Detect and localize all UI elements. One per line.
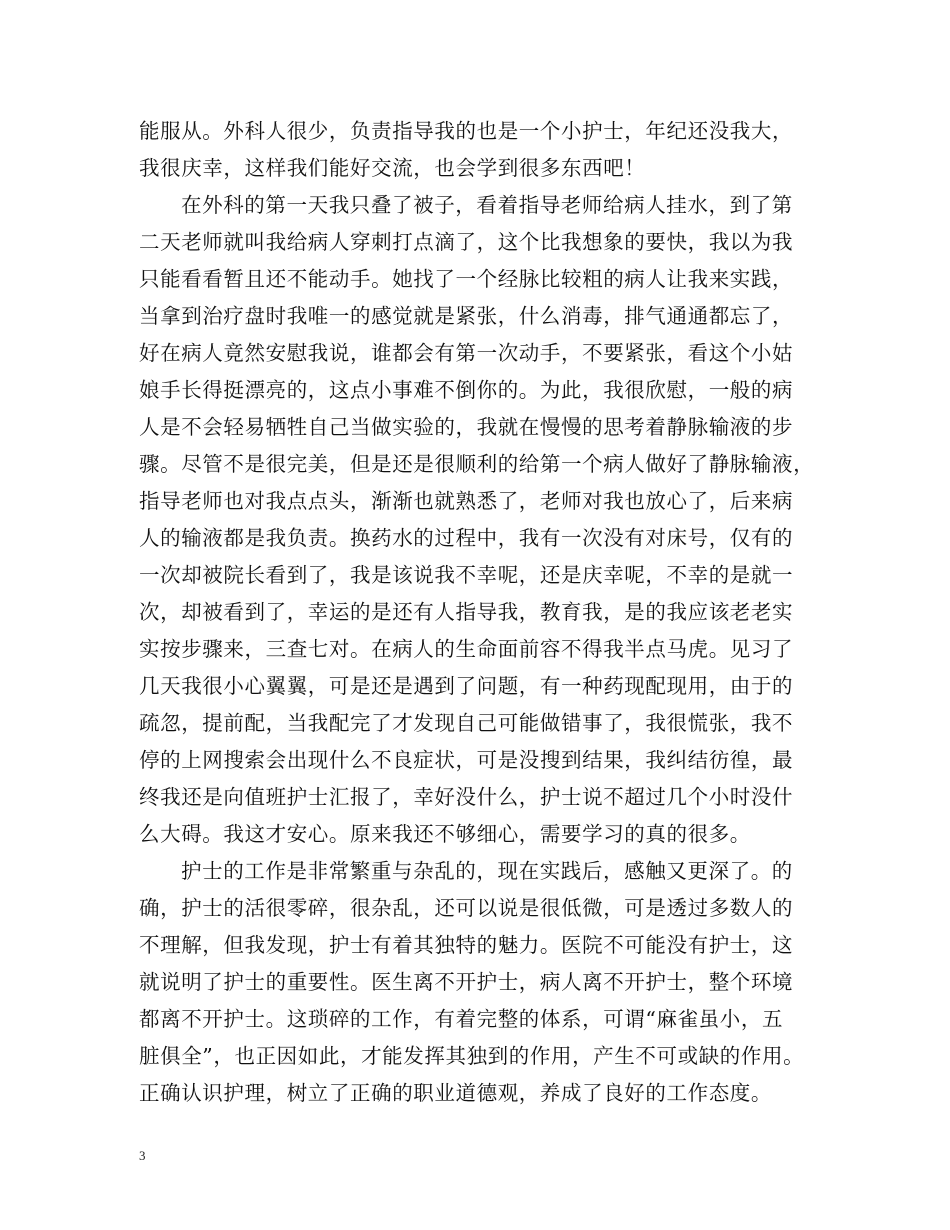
text-line: 二天老师就叫我给病人穿刺打点滴了，这个比我想象的要快，我以为我	[139, 230, 794, 254]
text-line: 能服从。外科人很少，负责指导我的也是一个小护士，年纪还没我大，	[139, 119, 794, 143]
text-line: 一次却被院长看到了，我是该说我不幸呢，还是庆幸呢，不幸的是就一	[139, 563, 794, 587]
text-line: 不理解，但我发现，护士有着其独特的魅力。医院不可能没有护士，这	[139, 933, 794, 957]
text-line: 骤。尽管不是很完美，但是还是很顺利的给第一个病人做好了静脉输液，	[139, 452, 815, 476]
text-line: 终我还是向值班护士汇报了，幸好没什么，护士说不超过几个小时没什	[139, 785, 794, 809]
page-number: 3	[139, 1148, 146, 1163]
text-line: 人的输液都是我负责。换药水的过程中，我有一次没有对床号，仅有的	[139, 526, 794, 550]
text-line: 疏忽，提前配，当我配完了才发现自己可能做错事了，我很慌张，我不	[139, 711, 794, 735]
text-line: 只能看看暂且还不能动手。她找了一个经脉比较粗的病人让我来实践，	[139, 267, 794, 291]
text-line: 么大碍。我这才安心。原来我还不够细心，需要学习的真的很多。	[139, 822, 751, 846]
text-line: 正确认识护理，树立了正确的职业道德观，养成了良好的工作态度。	[139, 1081, 772, 1105]
text-line: 娘手长得挺漂亮的，这点小事难不倒你的。为此，我很欣慰，一般的病	[139, 378, 794, 402]
text-line: 停的上网搜索会出现什么不良症状，可是没搜到结果，我纠结彷徨，最	[139, 748, 794, 772]
text-line: 人是不会轻易牺牲自己当做实验的，我就在慢慢的思考着静脉输液的步	[139, 415, 794, 439]
text-line: 好在病人竟然安慰我说，谁都会有第一次动手，不要紧张，看这个小姑	[139, 341, 794, 365]
text-line: 我很庆幸，这样我们能好交流，也会学到很多东西吧！	[139, 156, 646, 180]
text-line: 指导老师也对我点点头，渐渐也就熟悉了，老师对我也放心了，后来病	[139, 489, 794, 513]
body-text	[139, 113, 839, 1112]
text-line: 都离不开护士。这琐碎的工作，有着完整的体系，可谓“麻雀虽小，五	[139, 1007, 784, 1031]
text-line: 几天我很小心翼翼，可是还是遇到了问题，有一种药现配现用，由于的	[139, 674, 794, 698]
paragraph-start-line: 在外科的第一天我只叠了被子，看着指导老师给病人挂水，到了第	[181, 193, 793, 217]
text-line: 次，却被看到了，幸运的是还有人指导我，教育我，是的我应该老老实	[139, 600, 794, 624]
paragraph-start-line: 护士的工作是非常繁重与杂乱的，现在实践后，感触又更深了。的	[181, 859, 793, 883]
text-line: 当拿到治疗盘时我唯一的感觉就是紧张，什么消毒，排气通通都忘了，	[139, 304, 794, 328]
text-line: 确，护士的活很零碎，很杂乱，还可以说是很低微，可是透过多数人的	[139, 896, 794, 920]
text-line: 脏俱全”，也正因如此，才能发挥其独到的作用，产生不可或缺的作用。	[139, 1044, 805, 1068]
text-line: 实按步骤来，三查七对。在病人的生命面前容不得我半点马虎。见习了	[139, 637, 794, 661]
text-line: 就说明了护士的重要性。医生离不开护士，病人离不开护士，整个环境	[139, 970, 794, 994]
